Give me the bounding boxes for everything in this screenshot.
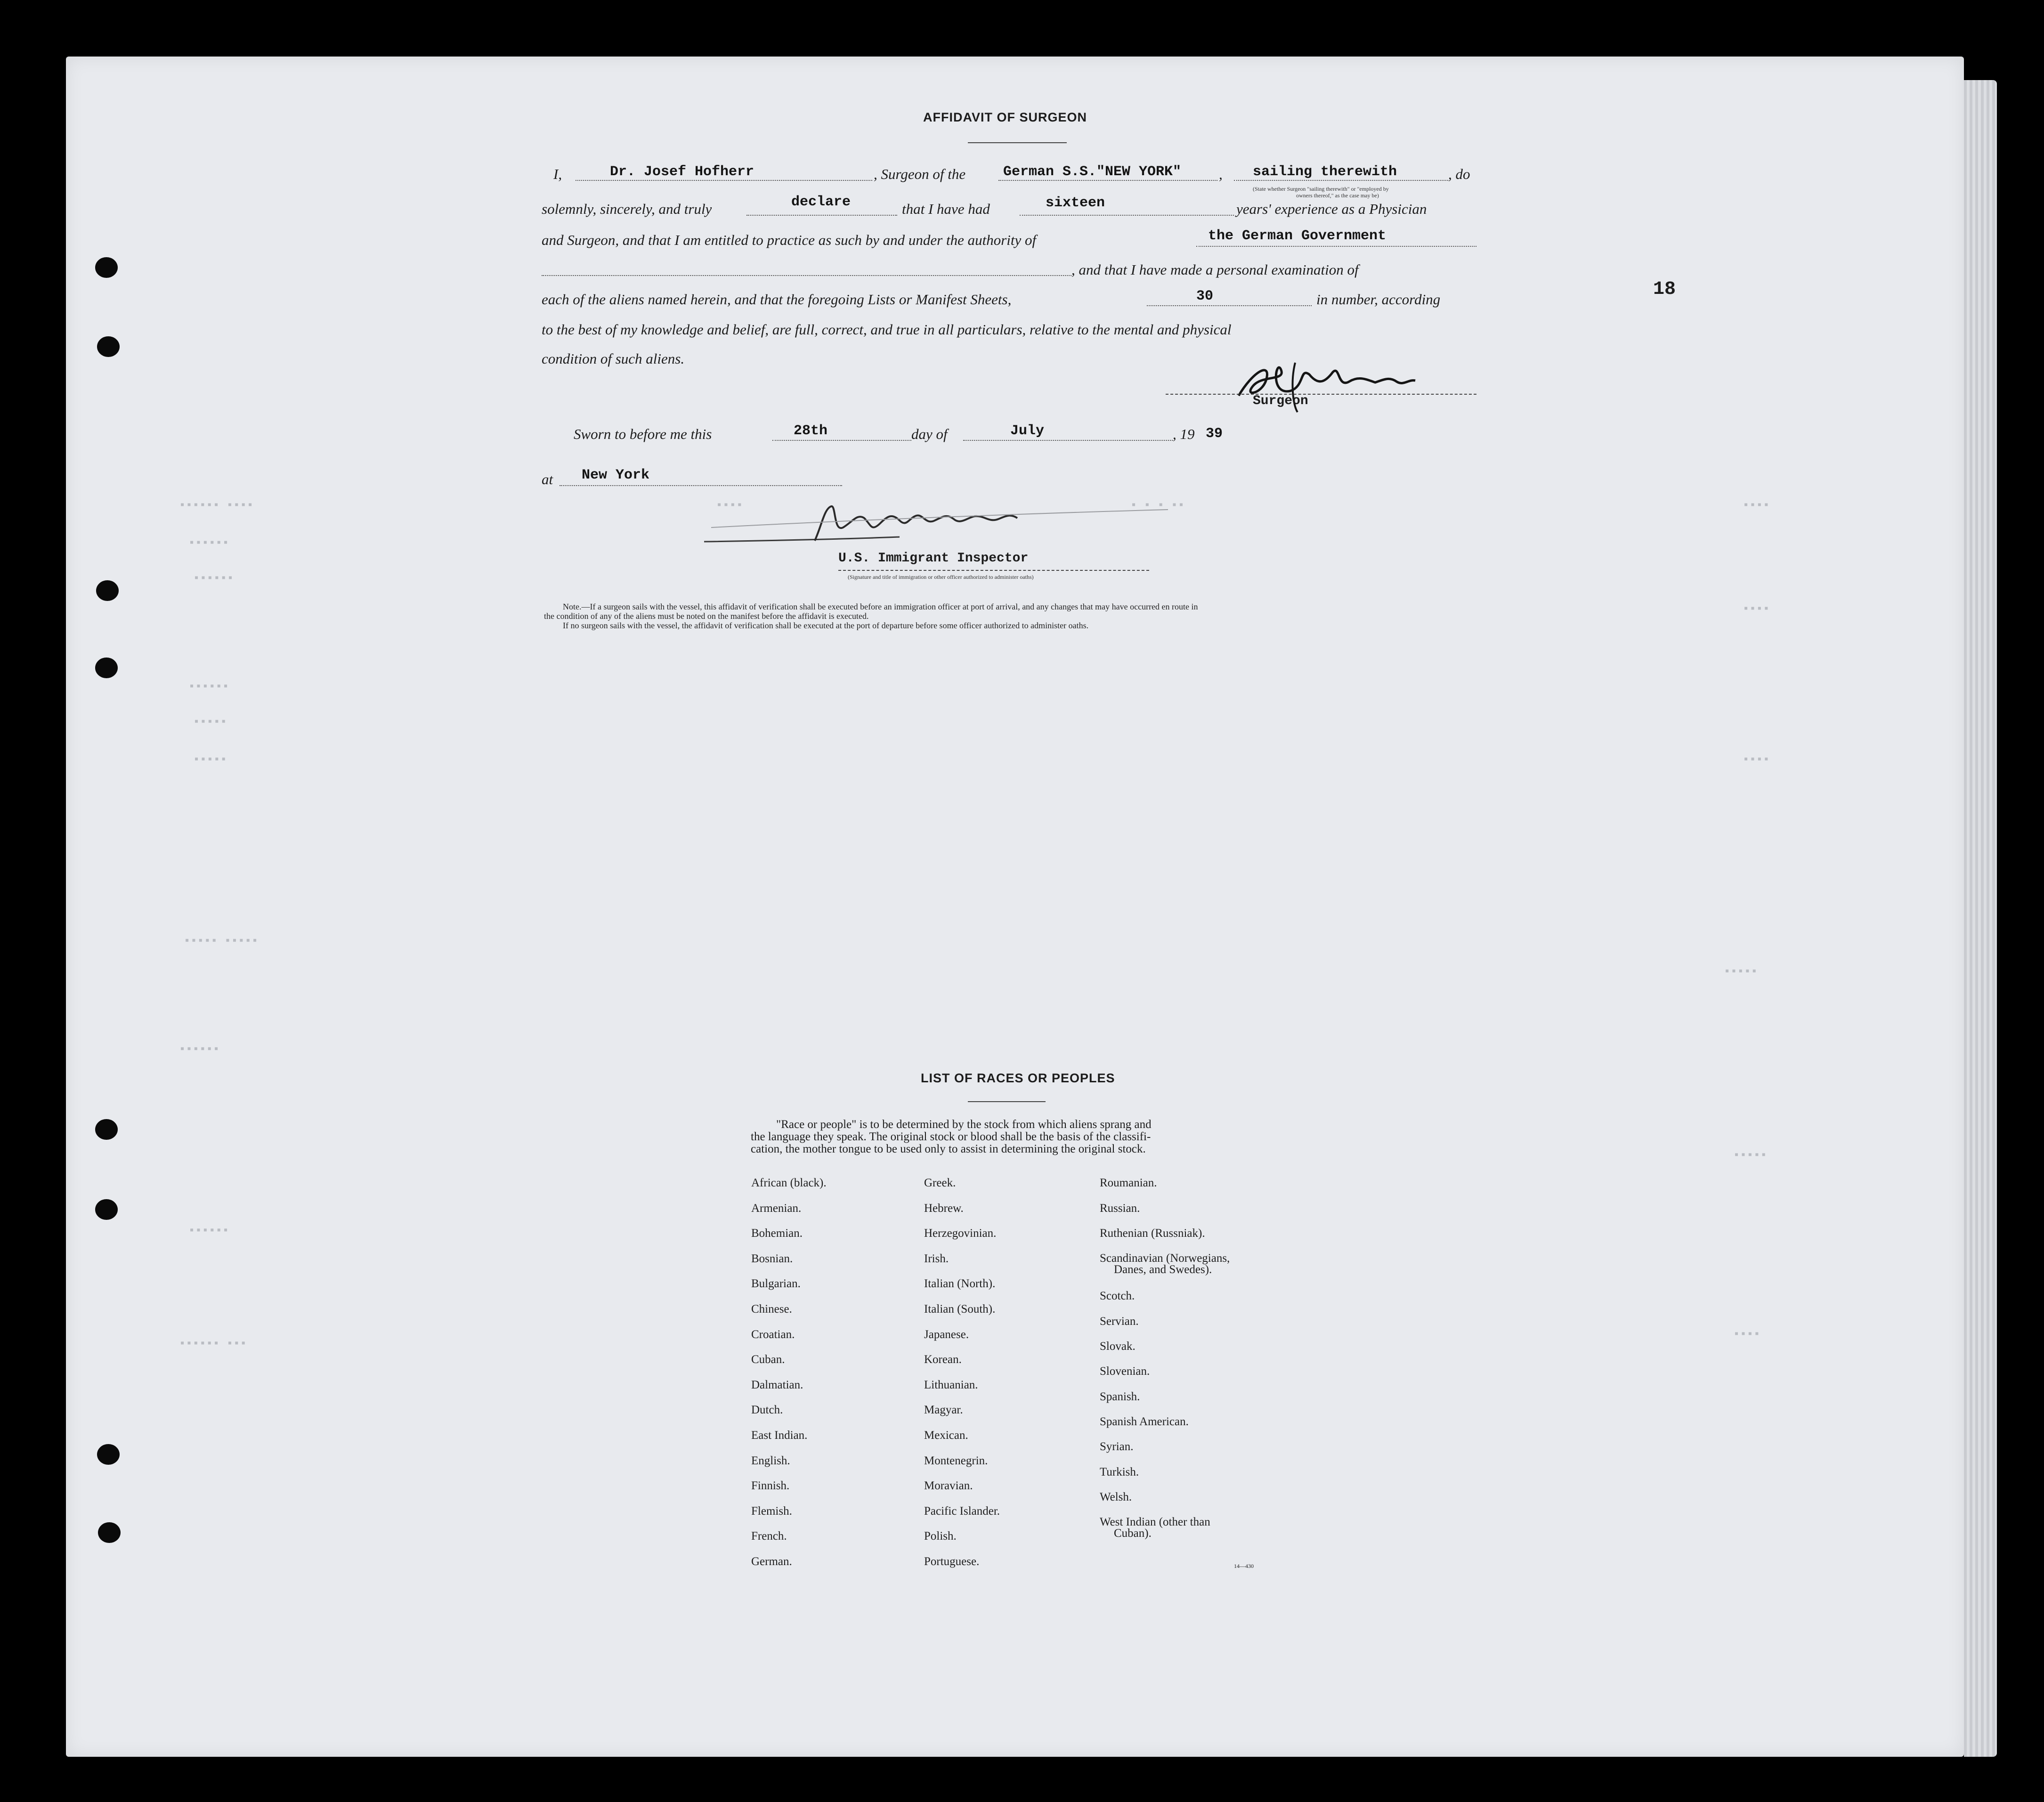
text-that-i-have-had: that I have had bbox=[902, 201, 990, 217]
race-item: Ruthenian (Russniak). bbox=[1100, 1227, 1205, 1240]
race-item: Slovenian. bbox=[1100, 1365, 1150, 1378]
blank-line bbox=[772, 440, 911, 441]
text-solemnly: solemnly, sincerely, and truly bbox=[542, 201, 712, 217]
text-do: , do bbox=[1448, 166, 1470, 182]
race-item: Portuguese. bbox=[924, 1555, 980, 1568]
race-item: Greek. bbox=[924, 1177, 956, 1189]
affidavit-title: AFFIDAVIT OF SURGEON bbox=[923, 110, 1087, 124]
races-title-underline bbox=[968, 1101, 1046, 1102]
race-item: Slovak. bbox=[1100, 1340, 1136, 1353]
punch-hole bbox=[97, 1444, 120, 1465]
text-years-experience: years' experience as a Physician bbox=[1236, 201, 1427, 217]
declaration: declare bbox=[791, 194, 851, 210]
sailing-note: (State whether Surgeon "sailing therewith" or "employed by bbox=[1253, 186, 1389, 192]
blank-line bbox=[560, 485, 842, 486]
affidavit-note-3: If no surgeon sails with the vessel, the affidavit of verification shall be executed at the port of departure before some officer authorized to administer oaths. bbox=[563, 621, 1089, 630]
text-i: I, bbox=[553, 166, 562, 182]
inspector-signature-line bbox=[838, 570, 1149, 571]
blank-line bbox=[576, 180, 872, 181]
race-item: Polish. bbox=[924, 1530, 957, 1542]
race-item: Spanish. bbox=[1100, 1390, 1140, 1403]
surgeon-name: Dr. Josef Hofherr bbox=[610, 164, 754, 180]
race-item: Cuban. bbox=[751, 1353, 785, 1366]
inspector-signature bbox=[702, 499, 1182, 551]
race-item: Roumanian. bbox=[1100, 1177, 1157, 1189]
text-comma: , bbox=[1219, 166, 1223, 182]
races-intro-3: cation, the mother tongue to be used only to assist in determining the original stock. bbox=[751, 1143, 1146, 1155]
text-best-of: to the best of my knowledge and belief, are full, correct, and true in all particulars, relative to the mental and physical bbox=[542, 321, 1232, 338]
vessel-name: German S.S."NEW YORK" bbox=[1003, 164, 1182, 180]
race-item: Korean. bbox=[924, 1353, 962, 1366]
punch-hole bbox=[95, 1119, 118, 1140]
surgeon-label: Surgeon bbox=[1253, 394, 1308, 408]
inspector-note: (Signature and title of immigration or other officer authorized to administer oaths) bbox=[848, 574, 1034, 580]
text-condition: condition of such aliens. bbox=[542, 350, 685, 367]
race-item: Japanese. bbox=[924, 1328, 969, 1341]
race-item: Lithuanian. bbox=[924, 1379, 978, 1391]
blank-line bbox=[746, 215, 897, 216]
sailing-note-2: owners thereof," as the case may be) bbox=[1296, 192, 1379, 199]
race-item: Italian (South). bbox=[924, 1303, 996, 1315]
text-and-surgeon: and Surgeon, and that I am entitled to practice as such by and under the authority of bbox=[542, 232, 1037, 248]
punch-hole bbox=[96, 580, 119, 601]
affidavit-note-1: Note.—If a surgeon sails with the vessel, this affidavit of verification shall be executed before an immigration officer at port of arrival, and any changes that may have occurred en route in bbox=[563, 602, 1198, 611]
inspector-title: U.S. Immigrant Inspector bbox=[838, 551, 1029, 566]
race-item: Flemish. bbox=[751, 1505, 792, 1518]
race-item: Magyar. bbox=[924, 1404, 963, 1416]
race-item: West Indian (other than bbox=[1100, 1516, 1210, 1528]
blank-line bbox=[1147, 305, 1312, 306]
punch-hole bbox=[97, 336, 120, 357]
race-item: Bulgarian. bbox=[751, 1277, 801, 1290]
text-and-that: , and that I have made a personal examination of bbox=[1071, 261, 1359, 278]
race-item: Servian. bbox=[1100, 1315, 1139, 1328]
race-item: Welsh. bbox=[1100, 1491, 1132, 1503]
punch-hole bbox=[95, 1199, 118, 1220]
blank-line bbox=[1234, 180, 1448, 181]
affidavit-note-2: the condition of any of the aliens must be noted on the manifest before the affidavit is executed. bbox=[544, 611, 869, 621]
races-intro-2: the language they speak. The original stock or blood shall be the basis of the classifi- bbox=[751, 1130, 1151, 1143]
text-surgeon-of-the: , Surgeon of the bbox=[874, 166, 966, 182]
race-item: Armenian. bbox=[751, 1202, 802, 1215]
race-item: Croatian. bbox=[751, 1328, 795, 1341]
race-item: Scotch. bbox=[1100, 1290, 1135, 1302]
race-item: Dutch. bbox=[751, 1404, 783, 1416]
sworn-place: New York bbox=[582, 467, 650, 483]
race-item: Irish. bbox=[924, 1252, 949, 1265]
text-in-number: in number, according bbox=[1316, 291, 1441, 308]
scan-background: ▪▪▪▪▪▪ ▪▪▪▪ ▪▪▪▪▪▪ ▪▪▪▪▪▪ ▪▪▪▪▪▪ ▪▪▪▪▪ ▪▪▪▪▪ ▪▪▪▪▪ ▪▪▪▪▪ ▪▪▪▪▪▪ ▪▪▪▪▪▪ ▪▪▪▪▪▪ ▪▪▪ ▪▪▪▪ ▪▪▪▪ ▪▪▪▪ ▪▪▪▪▪ ▪▪▪▪▪ ▪▪▪▪ ▪▪▪▪ ▪ ▪ ▪ ▪▪ 18 AFFIDAVIT OF SURGEON I, Dr. Josef Hofherr , Surgeon of the German S.S."NEW YORK" , sailing therewith , do (State whether Surgeon "sailing therewith" or "employed by owners thereof," as the case may be) solemnly, sincerely, and truly declare that I have had sixteen years' experience as a Physician and Surgeon, and that I am entitled to practice as such by and under the authority of the German Government , and that I have made a personal examination of each of the aliens named herein, and that the foregoing Lists or Manifest Sheets, 30 in number, according to the best of my knowledge and belief, are full, correct, and true in all particulars, relative to the mental and physical condition of such aliens. Surgeon Sworn to before me this 28th day of July , 19 39 at New York U.S. Immigrant Inspector (Signature and title of immigration or other officer authorized to administer oaths) Note.—If a surgeon sails with the vessel, this affidavit of verification shall be executed before an immigration officer at port of arrival, and any changes that may have occurred en route in the condition of any of the aliens must be noted on the manifest before the affidavit is executed. If no surgeon sails with the vessel, the affidavit of verification shall be executed at the port of departure before some officer authorized to administer oaths. LIST OF RACES OR PEOPLES "Race or people" is to be determined by the stock from which aliens sprang and the language they speak. The original stock or blood shall be the basis of the classifi- cation, the mother tongue to be used only to assist in determining the original stock. 14—430 African (black). Armenian. Bohemian. Bosnian. Bulgarian. Chinese. Croatian. Cuban. Dalmatian. Dutch. East Indian. English. Finnish. Flemish. French. German. Greek. Hebrew. Herzegovinian. Irish. Italian (North). Italian (South). Japanese. Korean. Lithuanian. Magyar. Mexican. Montenegrin. Moravian. Pacific Islander. Polish. Portuguese. Roumanian. Russian. Ruthenian (Russniak). Scandinavian (Norwegians, Danes, and Swedes). Scotch. Servian. Slovak. Slovenian. Spanish. Spanish American. Syrian. Turkish. Welsh. West Indian (other than Cuban). bbox=[0, 0, 2044, 1802]
form-number: 14—430 bbox=[1234, 1563, 1254, 1569]
race-item: East Indian. bbox=[751, 1429, 808, 1442]
race-item: Chinese. bbox=[751, 1303, 792, 1315]
text-each-of: each of the aliens named herein, and that the foregoing Lists or Manifest Sheets, bbox=[542, 291, 1012, 308]
text-at: at bbox=[542, 471, 553, 487]
race-item: Dalmatian. bbox=[751, 1379, 803, 1391]
races-intro-1: "Race or people" is to be determined by the stock from which aliens sprang and bbox=[776, 1118, 1152, 1131]
surgeon-signature-line bbox=[1166, 394, 1476, 395]
race-item: English. bbox=[751, 1454, 790, 1467]
title-underline bbox=[968, 142, 1067, 143]
race-item: French. bbox=[751, 1530, 787, 1542]
blank-line bbox=[1196, 246, 1476, 247]
blank-line bbox=[542, 275, 1071, 276]
text-sworn: Sworn to before me this bbox=[574, 426, 712, 442]
text-day-of: day of bbox=[911, 426, 948, 442]
sworn-year: 39 bbox=[1206, 426, 1223, 442]
race-item: Turkish. bbox=[1100, 1466, 1139, 1478]
race-item: Scandinavian (Norwegians, bbox=[1100, 1252, 1230, 1265]
race-item: African (black). bbox=[751, 1177, 827, 1189]
authority: the German Government bbox=[1208, 228, 1387, 244]
race-item: Montenegrin. bbox=[924, 1454, 988, 1467]
race-item: Finnish. bbox=[751, 1479, 790, 1492]
race-item: Spanish American. bbox=[1100, 1415, 1189, 1428]
race-item: Herzegovinian. bbox=[924, 1227, 997, 1240]
race-item: Bosnian. bbox=[751, 1252, 793, 1265]
blank-line bbox=[963, 440, 1173, 441]
page-stack-edge bbox=[1964, 80, 1997, 1757]
sailing-status: sailing therewith bbox=[1253, 164, 1397, 180]
race-item: Cuban). bbox=[1114, 1527, 1152, 1540]
race-item: Hebrew. bbox=[924, 1202, 964, 1215]
races-title: LIST OF RACES OR PEOPLES bbox=[921, 1071, 1115, 1085]
race-item: Pacific Islander. bbox=[924, 1505, 1000, 1518]
blank-line bbox=[998, 180, 1217, 181]
sworn-day: 28th bbox=[794, 423, 828, 439]
page-number: 18 bbox=[1653, 279, 1676, 300]
race-item: Moravian. bbox=[924, 1479, 973, 1492]
race-item: Italian (North). bbox=[924, 1277, 996, 1290]
race-item: German. bbox=[751, 1555, 792, 1568]
sworn-month: July bbox=[1010, 423, 1045, 439]
race-item: Bohemian. bbox=[751, 1227, 803, 1240]
document-page bbox=[66, 57, 1964, 1757]
sheet-count: 30 bbox=[1196, 288, 1214, 304]
blank-line bbox=[1020, 215, 1234, 216]
punch-hole bbox=[95, 257, 118, 278]
text-year-prefix: , 19 bbox=[1173, 426, 1195, 442]
race-item: Russian. bbox=[1100, 1202, 1140, 1215]
race-item: Syrian. bbox=[1100, 1440, 1134, 1453]
race-item: Danes, and Swedes). bbox=[1114, 1263, 1212, 1276]
race-item: Mexican. bbox=[924, 1429, 968, 1442]
experience-years: sixteen bbox=[1046, 195, 1105, 211]
punch-hole bbox=[95, 657, 118, 678]
punch-hole bbox=[98, 1522, 121, 1543]
